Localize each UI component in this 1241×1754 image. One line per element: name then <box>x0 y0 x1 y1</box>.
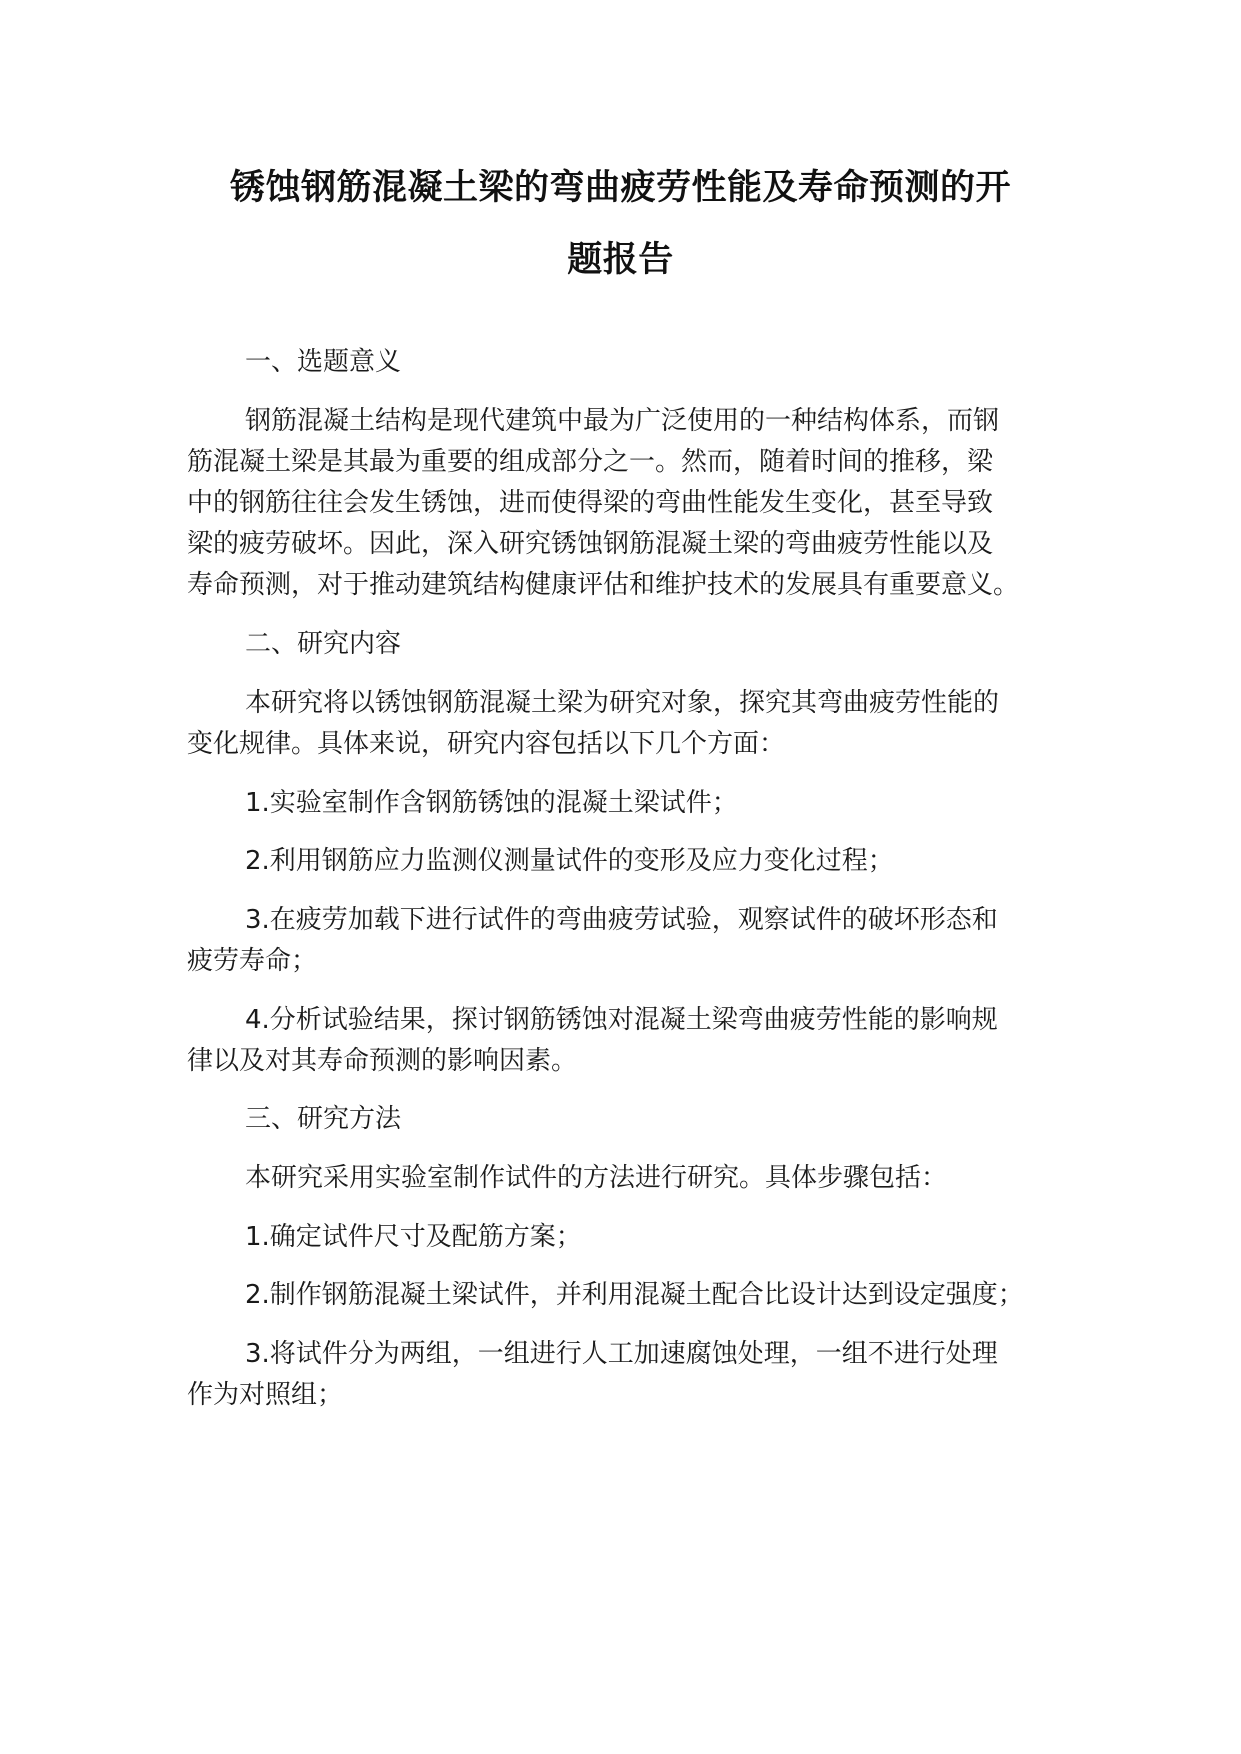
document-title-line-1: 锈蚀钢筋混凝土梁的弯曲疲劳性能及寿命预测的开 <box>229 168 1011 208</box>
paragraph-line: 变化规律。具体来说，研究内容包括以下几个方面： <box>187 729 786 759</box>
section-heading-content: 二、研究内容 <box>245 629 402 659</box>
paragraph-line: 钢筋混凝土结构是现代建筑中最为广泛使用的一种结构体系，而钢 <box>245 406 1000 436</box>
document-title-line-2: 题报告 <box>567 240 674 280</box>
list-item-continuation: 律以及对其寿命预测的影响因素。 <box>187 1046 578 1076</box>
list-item: 3.在疲劳加载下进行试件的弯曲疲劳试验，观察试件的破坏形态和 <box>245 905 998 935</box>
list-item: 1.确定试件尺寸及配筋方案； <box>245 1222 582 1252</box>
section-heading-method: 三、研究方法 <box>245 1104 402 1134</box>
list-item: 2.利用钢筋应力监测仪测量试件的变形及应力变化过程； <box>245 846 894 876</box>
list-item: 1.实验室制作含钢筋锈蚀的混凝土梁试件； <box>245 788 738 818</box>
paragraph-line: 本研究采用实验室制作试件的方法进行研究。具体步骤包括： <box>245 1163 948 1193</box>
list-item-continuation: 作为对照组； <box>187 1380 344 1410</box>
paragraph-line: 梁的疲劳破坏。因此，深入研究锈蚀钢筋混凝土梁的弯曲疲劳性能以及 <box>187 529 994 559</box>
list-item: 2.制作钢筋混凝土梁试件，并利用混凝土配合比设计达到设定强度； <box>245 1280 1024 1310</box>
paragraph-line: 寿命预测，对于推动建筑结构健康评估和维护技术的发展具有重要意义。 <box>187 570 1020 600</box>
list-item: 4.分析试验结果，探讨钢筋锈蚀对混凝土梁弯曲疲劳性能的影响规 <box>245 1005 998 1035</box>
list-item-continuation: 疲劳寿命； <box>187 946 318 976</box>
paragraph-line: 本研究将以锈蚀钢筋混凝土梁为研究对象，探究其弯曲疲劳性能的 <box>245 688 1000 718</box>
paragraph-line: 中的钢筋往往会发生锈蚀，进而使得梁的弯曲性能发生变化，甚至导致 <box>187 488 994 518</box>
list-item: 3.将试件分为两组，一组进行人工加速腐蚀处理，一组不进行处理 <box>245 1339 998 1369</box>
paragraph-line: 筋混凝土梁是其最为重要的组成部分之一。然而，随着时间的推移，梁 <box>187 447 994 477</box>
section-heading-significance: 一、选题意义 <box>245 347 402 377</box>
